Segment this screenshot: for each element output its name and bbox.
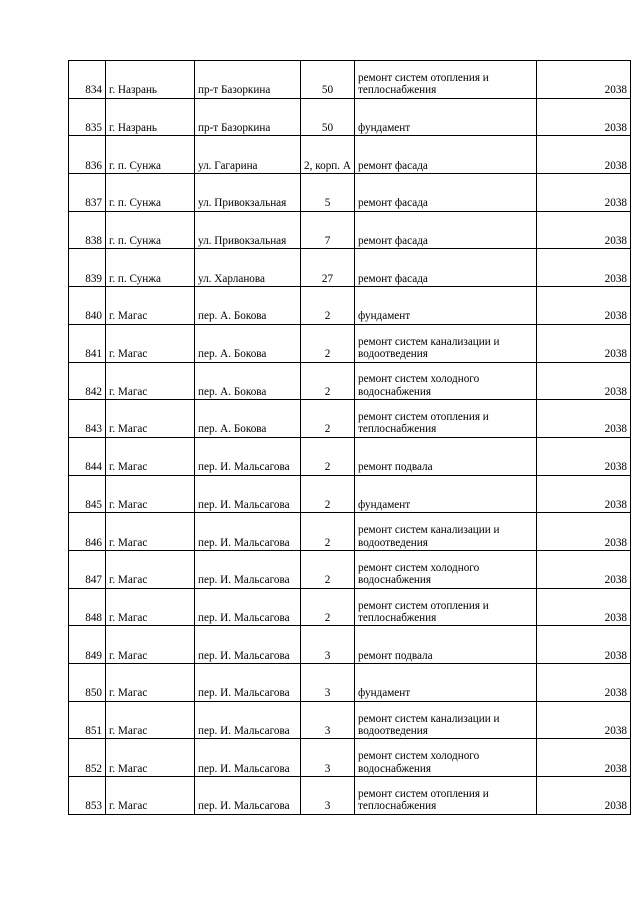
work-type-cell: ремонт систем холодного водоснабжения xyxy=(355,739,537,777)
city-cell: г. п. Сунжа xyxy=(106,249,195,287)
row-number-cell: 849 xyxy=(69,626,106,664)
work-type-cell: фундамент xyxy=(355,475,537,513)
street-cell: пер. И. Мальсагова xyxy=(195,739,301,777)
table-row xyxy=(69,513,631,551)
work-type-cell: фундамент xyxy=(355,98,537,136)
house-number-cell: 3 xyxy=(301,701,355,739)
work-type-cell: ремонт систем отопления и теплоснабжения xyxy=(355,400,537,438)
city-cell: г. Магас xyxy=(106,701,195,739)
house-number-cell: 2 xyxy=(301,513,355,551)
house-number-cell: 7 xyxy=(301,211,355,249)
house-number-cell: 2, корп. А xyxy=(301,136,355,174)
city-cell: г. Магас xyxy=(106,287,195,325)
row-number-cell: 834 xyxy=(69,61,106,99)
year-cell: 2038 xyxy=(537,324,631,362)
table-row xyxy=(69,249,631,287)
work-type-cell: фундамент xyxy=(355,664,537,702)
table-row xyxy=(69,211,631,249)
year-cell: 2038 xyxy=(537,362,631,400)
city-cell: г. Магас xyxy=(106,400,195,438)
work-type-cell: ремонт систем отопления и теплоснабжения xyxy=(355,777,537,815)
street-cell: пер. И. Мальсагова xyxy=(195,550,301,588)
row-number-cell: 837 xyxy=(69,174,106,212)
street-cell: пр-т Базоркина xyxy=(195,61,301,99)
year-cell: 2038 xyxy=(537,550,631,588)
table-row xyxy=(69,664,631,702)
year-cell: 2038 xyxy=(537,664,631,702)
year-cell: 2038 xyxy=(537,98,631,136)
work-type-cell: ремонт систем холодного водоснабжения xyxy=(355,550,537,588)
house-number-cell: 2 xyxy=(301,324,355,362)
year-cell: 2038 xyxy=(537,174,631,212)
street-cell: ул. Гагарина xyxy=(195,136,301,174)
row-number-cell: 839 xyxy=(69,249,106,287)
work-type-cell: ремонт систем канализации и водоотведения xyxy=(355,701,537,739)
city-cell: г. Магас xyxy=(106,513,195,551)
house-number-cell: 2 xyxy=(301,550,355,588)
row-number-cell: 847 xyxy=(69,550,106,588)
work-type-cell: ремонт фасада xyxy=(355,174,537,212)
year-cell: 2038 xyxy=(537,287,631,325)
year-cell: 2038 xyxy=(537,211,631,249)
year-cell: 2038 xyxy=(537,249,631,287)
house-number-cell: 2 xyxy=(301,475,355,513)
city-cell: г. Магас xyxy=(106,664,195,702)
repair-schedule-table xyxy=(68,60,631,815)
house-number-cell: 2 xyxy=(301,588,355,626)
row-number-cell: 844 xyxy=(69,437,106,475)
work-type-cell: ремонт фасада xyxy=(355,211,537,249)
row-number-cell: 848 xyxy=(69,588,106,626)
house-number-cell: 2 xyxy=(301,437,355,475)
table-row xyxy=(69,437,631,475)
street-cell: пер. И. Мальсагова xyxy=(195,475,301,513)
table-row xyxy=(69,324,631,362)
house-number-cell: 2 xyxy=(301,362,355,400)
row-number-cell: 850 xyxy=(69,664,106,702)
row-number-cell: 840 xyxy=(69,287,106,325)
table-row xyxy=(69,588,631,626)
house-number-cell: 2 xyxy=(301,400,355,438)
row-number-cell: 846 xyxy=(69,513,106,551)
work-type-cell: ремонт фасада xyxy=(355,136,537,174)
table-row xyxy=(69,626,631,664)
city-cell: г. Магас xyxy=(106,777,195,815)
street-cell: пер. А. Бокова xyxy=(195,362,301,400)
year-cell: 2038 xyxy=(537,475,631,513)
street-cell: пер. И. Мальсагова xyxy=(195,437,301,475)
city-cell: г. Магас xyxy=(106,550,195,588)
work-type-cell: ремонт систем канализации и водоотведения xyxy=(355,324,537,362)
city-cell: г. Магас xyxy=(106,588,195,626)
street-cell: пер. А. Бокова xyxy=(195,324,301,362)
house-number-cell: 2 xyxy=(301,287,355,325)
street-cell: пер. И. Мальсагова xyxy=(195,701,301,739)
city-cell: г. Магас xyxy=(106,437,195,475)
work-type-cell: фундамент xyxy=(355,287,537,325)
city-cell: г. Назрань xyxy=(106,61,195,99)
house-number-cell: 5 xyxy=(301,174,355,212)
city-cell: г. Магас xyxy=(106,739,195,777)
work-type-cell: ремонт подвала xyxy=(355,437,537,475)
row-number-cell: 835 xyxy=(69,98,106,136)
table-row xyxy=(69,475,631,513)
street-cell: пер. И. Мальсагова xyxy=(195,777,301,815)
table-row xyxy=(69,362,631,400)
table-row xyxy=(69,287,631,325)
row-number-cell: 843 xyxy=(69,400,106,438)
row-number-cell: 836 xyxy=(69,136,106,174)
table-row xyxy=(69,550,631,588)
year-cell: 2038 xyxy=(537,701,631,739)
table-body xyxy=(69,61,631,815)
work-type-cell: ремонт фасада xyxy=(355,249,537,287)
street-cell: пер. А. Бокова xyxy=(195,400,301,438)
row-number-cell: 853 xyxy=(69,777,106,815)
table-row xyxy=(69,777,631,815)
street-cell: пер. И. Мальсагова xyxy=(195,513,301,551)
house-number-cell: 27 xyxy=(301,249,355,287)
table-row xyxy=(69,400,631,438)
house-number-cell: 50 xyxy=(301,61,355,99)
table-row xyxy=(69,701,631,739)
table-row xyxy=(69,174,631,212)
street-cell: пер. И. Мальсагова xyxy=(195,588,301,626)
city-cell: г. Магас xyxy=(106,324,195,362)
street-cell: пер. И. Мальсагова xyxy=(195,626,301,664)
street-cell: ул. Привокзальная xyxy=(195,211,301,249)
row-number-cell: 841 xyxy=(69,324,106,362)
city-cell: г. п. Сунжа xyxy=(106,211,195,249)
year-cell: 2038 xyxy=(537,588,631,626)
city-cell: г. п. Сунжа xyxy=(106,174,195,212)
work-type-cell: ремонт подвала xyxy=(355,626,537,664)
city-cell: г. Магас xyxy=(106,362,195,400)
year-cell: 2038 xyxy=(537,777,631,815)
year-cell: 2038 xyxy=(537,400,631,438)
table-row xyxy=(69,136,631,174)
year-cell: 2038 xyxy=(537,61,631,99)
row-number-cell: 842 xyxy=(69,362,106,400)
work-type-cell: ремонт систем холодного водоснабжения xyxy=(355,362,537,400)
house-number-cell: 3 xyxy=(301,739,355,777)
house-number-cell: 3 xyxy=(301,626,355,664)
year-cell: 2038 xyxy=(537,437,631,475)
street-cell: ул. Привокзальная xyxy=(195,174,301,212)
table-row xyxy=(69,739,631,777)
row-number-cell: 851 xyxy=(69,701,106,739)
street-cell: пр-т Базоркина xyxy=(195,98,301,136)
city-cell: г. Магас xyxy=(106,475,195,513)
work-type-cell: ремонт систем отопления и теплоснабжения xyxy=(355,588,537,626)
table-row xyxy=(69,98,631,136)
street-cell: ул. Харланова xyxy=(195,249,301,287)
row-number-cell: 845 xyxy=(69,475,106,513)
street-cell: пер. А. Бокова xyxy=(195,287,301,325)
house-number-cell: 3 xyxy=(301,777,355,815)
year-cell: 2038 xyxy=(537,136,631,174)
work-type-cell: ремонт систем отопления и теплоснабжения xyxy=(355,61,537,99)
street-cell: пер. И. Мальсагова xyxy=(195,664,301,702)
city-cell: г. п. Сунжа xyxy=(106,136,195,174)
city-cell: г. Магас xyxy=(106,626,195,664)
row-number-cell: 838 xyxy=(69,211,106,249)
year-cell: 2038 xyxy=(537,513,631,551)
city-cell: г. Назрань xyxy=(106,98,195,136)
house-number-cell: 50 xyxy=(301,98,355,136)
year-cell: 2038 xyxy=(537,739,631,777)
work-type-cell: ремонт систем канализации и водоотведения xyxy=(355,513,537,551)
row-number-cell: 852 xyxy=(69,739,106,777)
year-cell: 2038 xyxy=(537,626,631,664)
table-row xyxy=(69,61,631,99)
house-number-cell: 3 xyxy=(301,664,355,702)
